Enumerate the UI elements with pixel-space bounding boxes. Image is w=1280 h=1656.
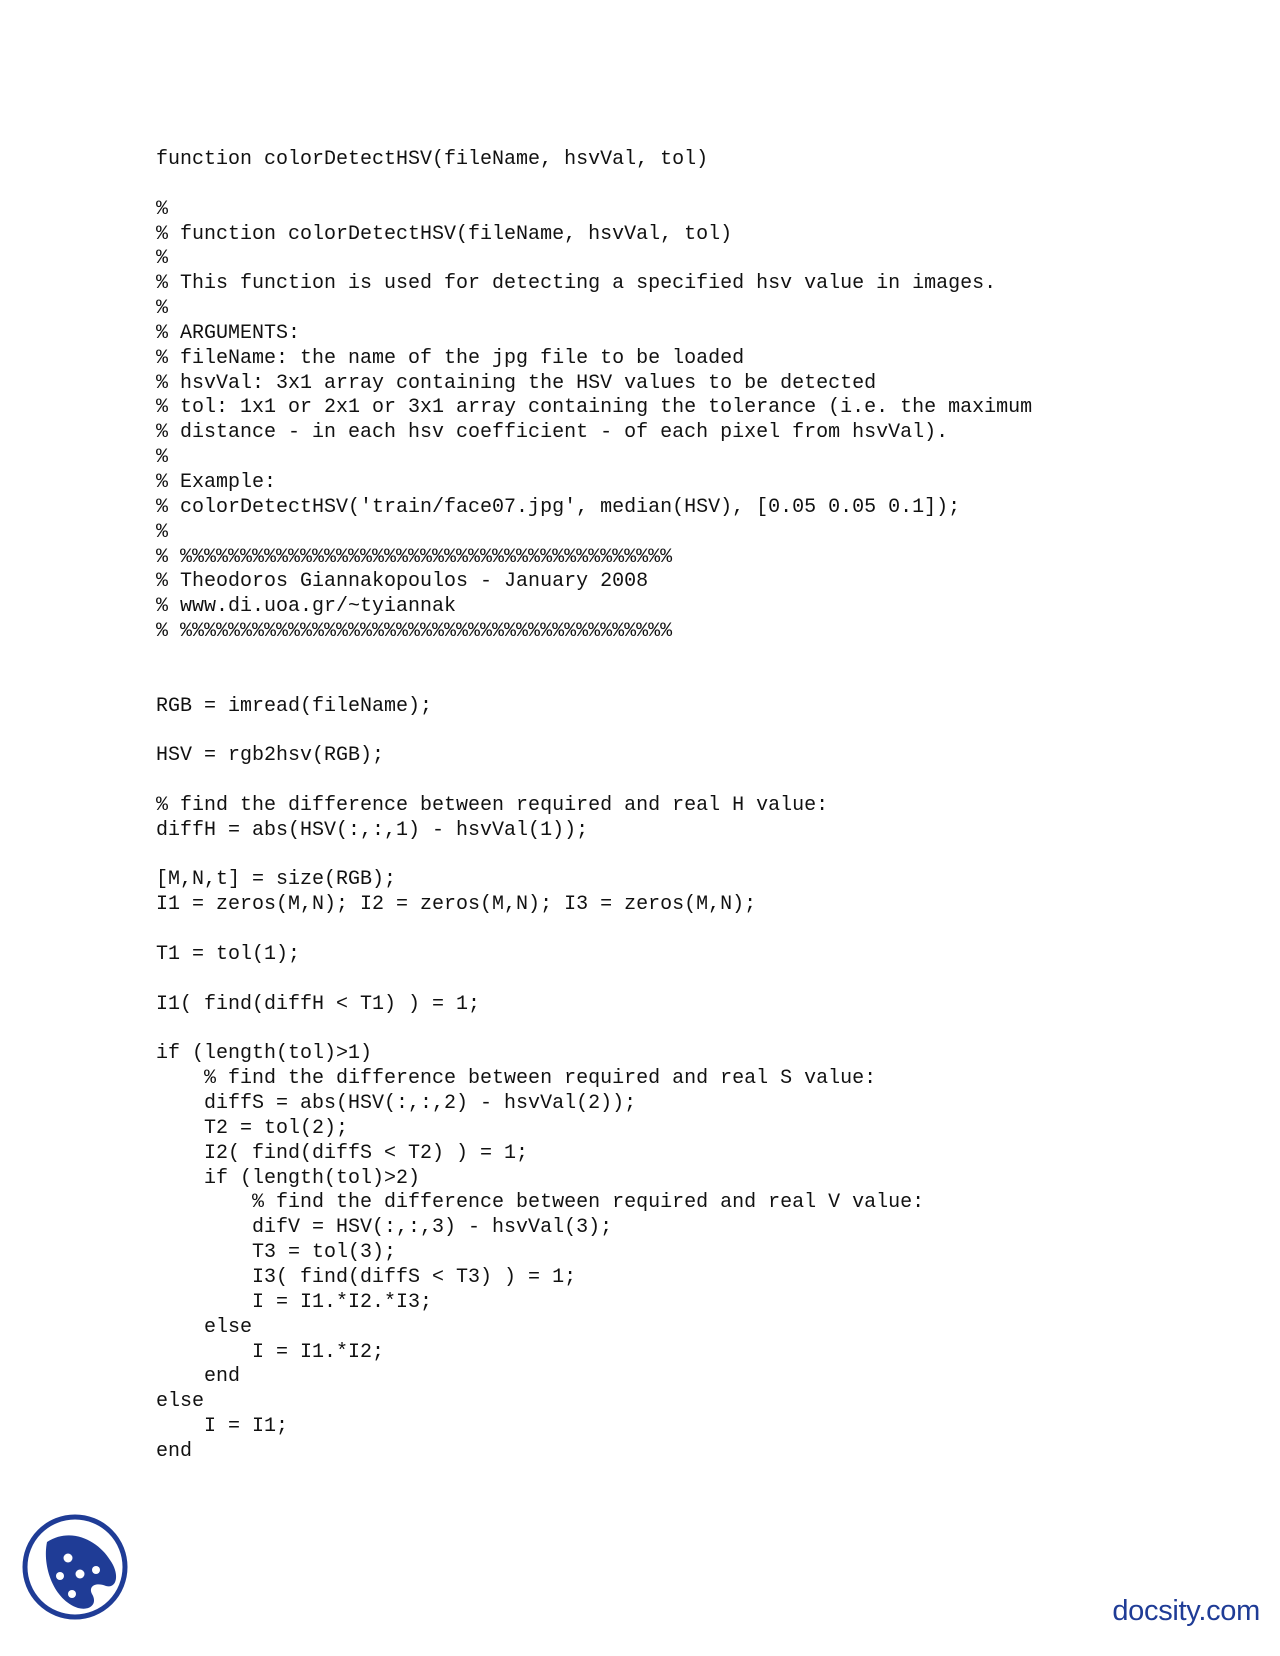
- code-line: T1 = tol(1);: [156, 943, 301, 966]
- code-line: [156, 769, 1032, 794]
- code-line: % ARGUMENTS:: [156, 321, 301, 345]
- code-line: %: [156, 197, 169, 221]
- code-line: I2( find(diffS < T2) ) = 1;: [156, 1141, 529, 1165]
- code-line: % function colorDetectHSV(fileName, hsvVal, tol): [156, 222, 733, 246]
- code-line: % Example:: [156, 470, 277, 494]
- code-line: [156, 645, 1032, 670]
- code-line: %: [156, 446, 169, 470]
- code-line: %: [156, 297, 169, 321]
- code-line: % find the difference between required and real V value:: [156, 1191, 925, 1215]
- brand-text[interactable]: docsity.com: [1112, 1595, 1260, 1627]
- code-line: %: [156, 247, 169, 271]
- code-line: % colorDetectHSV('train/face07.jpg', median(HSV), [0.05 0.05 0.1]);: [156, 495, 961, 519]
- code-line: I3( find(diffS < T3) ) = 1;: [156, 1265, 577, 1289]
- code-line: [156, 918, 1032, 943]
- docsity-logo-icon: [20, 1512, 130, 1622]
- code-line: % Theodoros Giannakopoulos - January 2008: [156, 570, 649, 594]
- code-line: difV = HSV(:,:,3) - hsvVal(3);: [156, 1216, 613, 1240]
- code-line: end: [156, 1365, 241, 1389]
- code-line: T3 = tol(3);: [156, 1241, 397, 1265]
- code-line: % tol: 1x1 or 2x1 or 3x1 array containing the tolerance (i.e. the maximum: [156, 396, 1033, 420]
- code-line: % www.di.uoa.gr/~tyiannak: [156, 595, 457, 619]
- code-line: T2 = tol(2);: [156, 1116, 349, 1140]
- code-line: I1 = zeros(M,N); I2 = zeros(M,N); I3 = zeros(M,N);: [156, 893, 757, 917]
- code-line: % %%%%%%%%%%%%%%%%%%%%%%%%%%%%%%%%%%%%%%%%%: [156, 620, 673, 644]
- code-line: % fileName: the name of the jpg file to be loaded: [156, 346, 745, 370]
- code-line: HSV = rgb2hsv(RGB);: [156, 744, 385, 768]
- code-line: % find the difference between required and real H value:: [156, 793, 829, 817]
- code-line: [156, 670, 1032, 695]
- code-line: I = I1.*I2;: [156, 1340, 385, 1364]
- code-line: I = I1;: [156, 1415, 289, 1439]
- code-line: I = I1.*I2.*I3;: [156, 1290, 433, 1314]
- code-line: % This function is used for detecting a specified hsv value in images.: [156, 272, 997, 296]
- code-line: else: [156, 1315, 253, 1339]
- code-line: end: [156, 1439, 193, 1463]
- code-line: RGB = imread(fileName);: [156, 694, 433, 718]
- code-line: % hsvVal: 3x1 array containing the HSV values to be detected: [156, 371, 877, 395]
- code-line: [156, 968, 1032, 993]
- code-line: diffS = abs(HSV(:,:,2) - hsvVal(2));: [156, 1092, 637, 1116]
- code-listing: [156, 148, 1032, 1465]
- code-line: [156, 1018, 1032, 1043]
- code-line: [156, 844, 1032, 869]
- code-line: I1( find(diffH < T1) ) = 1;: [156, 992, 481, 1016]
- code-line: else: [156, 1390, 205, 1414]
- code-line: [156, 719, 1032, 744]
- code-line: function colorDetectHSV(fileName, hsvVal, tol): [156, 148, 709, 171]
- code-line: [M,N,t] = size(RGB);: [156, 868, 397, 892]
- code-line: [156, 173, 1032, 198]
- code-line: %: [156, 520, 169, 544]
- code-line: % find the difference between required and real S value:: [156, 1067, 877, 1091]
- code-line: % distance - in each hsv coefficient - of each pixel from hsvVal).: [156, 421, 949, 445]
- code-line: if (length(tol)>2): [156, 1166, 421, 1190]
- code-line: if (length(tol)>1): [156, 1042, 373, 1066]
- code-line: % %%%%%%%%%%%%%%%%%%%%%%%%%%%%%%%%%%%%%%%%%: [156, 545, 673, 569]
- code-line: diffH = abs(HSV(:,:,1) - hsvVal(1));: [156, 818, 589, 842]
